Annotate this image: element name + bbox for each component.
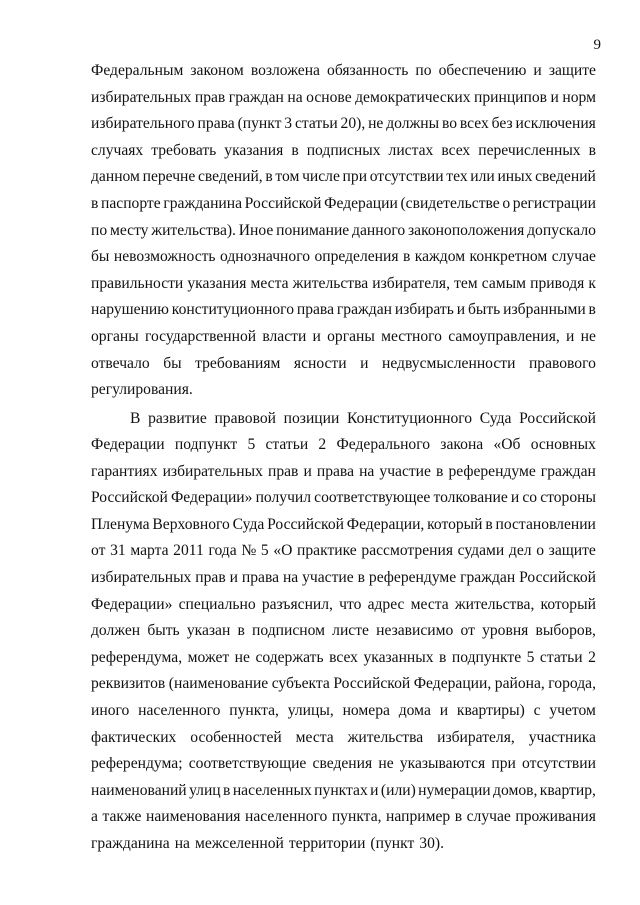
text-line: данном перечне сведений, в том числе при отсутствии тех или иных сведений [91,168,596,186]
text-line: референдума; соответствующие сведения не указываются при отсутствии [91,755,596,773]
text-line: Федерации подпункт 5 статьи 2 Федерального закона «Об основных [91,436,596,454]
text-line: Федерации» специально разъяснил, что адрес места жительства, который [91,595,596,613]
text-line: избирательного права (пункт 3 статьи 20), не должны во всех без исключения [91,115,596,133]
text-line: гражданина на межселенной территории (пункт 30). [91,835,444,853]
text-line: гарантиях избирательных прав и права на участие в референдуме граждан [91,462,596,480]
page-number: 9 [593,37,601,53]
text-line: правильности указания места жительства избирателя, тем самым приводя к [91,274,596,292]
text-line: Российской Федерации» получил соответствующее толкование и со стороны [91,489,596,507]
text-line: избирательных прав граждан на основе демократических принципов и норм [91,88,596,106]
paragraph [91,58,596,404]
text-line: от 31 марта 2011 года № 5 «О практике рассмотрения судами дел о защите [91,542,596,560]
text-line: избирательных прав и права на участие в референдуме граждан Российской [91,569,596,587]
text-line: а также наименования населенного пункта, например в случае проживания [91,808,596,826]
text-line: регулирования. [91,381,193,399]
text-line: бы невозможность однозначного определения в каждом конкретном случае [91,248,596,266]
text-line: органы государственной власти и органы местного самоуправления, и не [91,327,596,345]
text-line: наименований улиц в населенных пунктах и (или) нумерации домов, квартир, [91,781,596,799]
text-line: в паспорте гражданина Российской Федерации (свидетельстве о регистрации [91,194,596,212]
paragraph [91,406,596,858]
text-line: случаях требовать указания в подписных листах всех перечисленных в [91,141,596,159]
text-line: фактических особенностей места жительства избирателя, участника [91,728,596,746]
text-line: иного населенного пункта, улицы, номера дома и квартиры) с учетом [91,702,596,720]
document-body [91,58,596,858]
text-line: должен быть указан в подписном листе независимо от уровня выборов, [91,622,596,640]
text-line: Федеральным законом возложена обязанность по обеспечению и защите [91,62,596,79]
text-line: референдума, может не содержать всех указанных в подпункте 5 статьи 2 [91,648,596,666]
text-line: реквизитов (наименование субъекта Российской Федерации, района, города, [91,675,596,693]
text-line: отвечало бы требованиям ясности и недвусмысленности правового [91,354,596,372]
text-line: нарушению конституционного права граждан избирать и быть избранными в [91,301,596,319]
text-line: по месту жительства). Иное понимание данного законоположения допускало [91,221,596,239]
text-line: В развитие правовой позиции Конституционного Суда Российской [130,409,596,427]
text-line: Пленума Верховного Суда Российской Федерации, который в постановлении [91,515,596,533]
